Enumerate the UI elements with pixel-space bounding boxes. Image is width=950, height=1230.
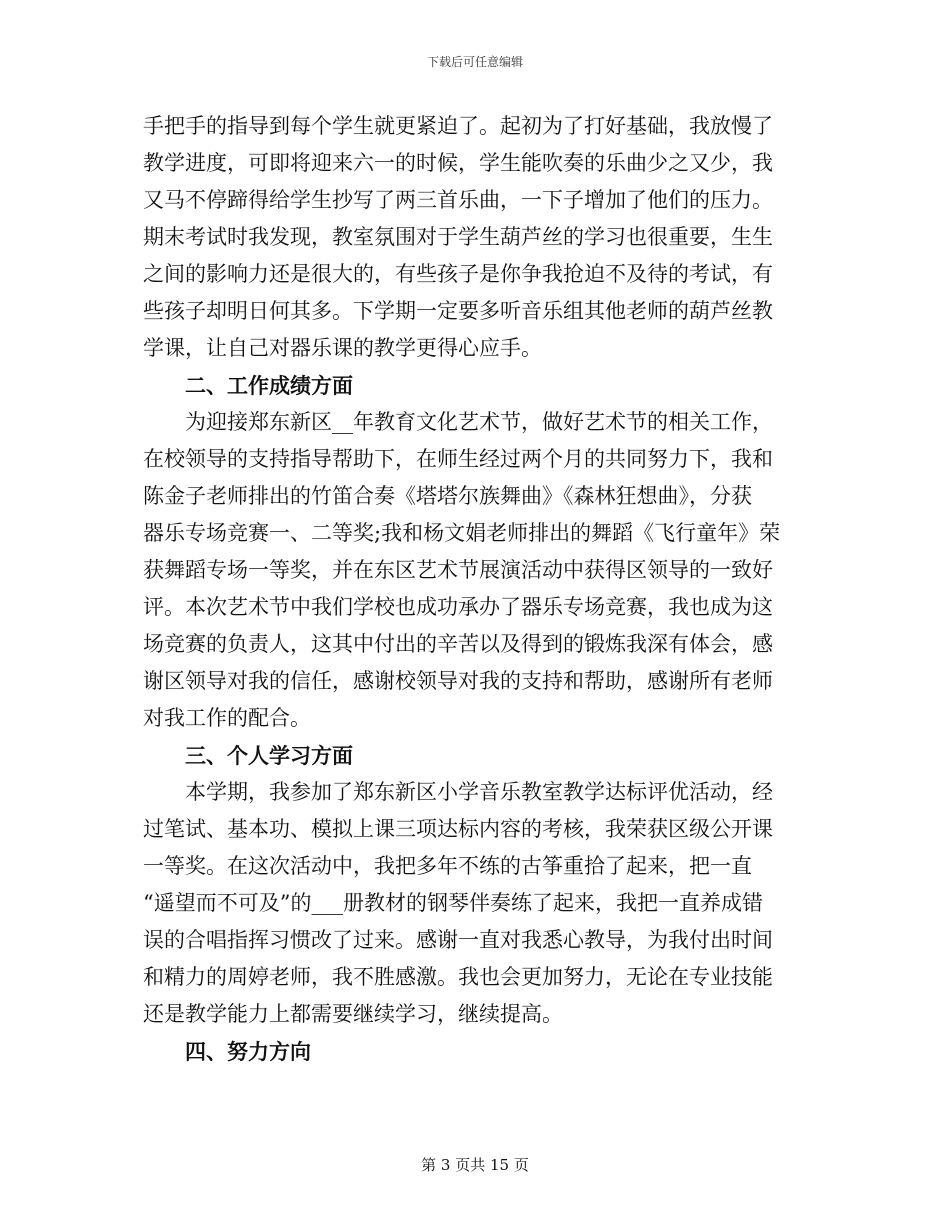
body-line: 期末考试时我发现，教室氛围对于学生葫芦丝的学习也很重要，生生 [143,225,773,249]
page-footer: 第 3 页共 15 页 [421,1156,529,1174]
body-line: 些孩子却明日何其多。下学期一定要多听音乐组其他老师的葫芦丝教 [143,299,773,323]
body-line: 之间的影响力还是很大的，有些孩子是你争我抢迫不及待的考试，有 [143,262,773,286]
body-line: 器乐专场竞赛一、二等奖;我和杨文娟老师排出的舞蹈《飞行童年》荣 [143,521,781,545]
body-line: 学课，让自己对器乐课的教学更得心应手。 [143,336,542,360]
body-line: 获舞蹈专场一等奖，并在东区艺术节展演活动中获得区领导的一致好 [143,558,773,582]
body-line: 谢区领导对我的信任，感谢校领导对我的支持和帮助，感谢所有老师 [143,669,773,693]
body-line: 教学进度，可即将迎来六一的时候，学生能吹奏的乐曲少之又少，我 [143,151,773,175]
body-line: 又马不停蹄得给学生抄写了两三首乐曲，一下子增加了他们的压力。 [143,188,773,212]
body-line: 场竞赛的负责人，这其中付出的辛苦以及得到的锻炼我深有体会，感 [143,632,773,656]
body-line: 本学期，我参加了郑东新区小学音乐教室教学达标评优活动，经 [185,780,773,804]
section-heading: 四、努力方向 [185,1039,311,1064]
body-line: 对我工作的配合。 [143,706,311,730]
body-line: “遥望而不可及”的___册教材的钢琴伴奏练了起来，我把一直养成错 [143,891,763,915]
body-line: 手把手的指导到每个学生就更紧迫了。起初为了打好基础，我放慢了 [143,114,773,138]
body-line: 还是教学能力上都需要继续学习，继续提高。 [143,1002,563,1026]
body-line: 在校领导的支持指导帮助下，在师生经过两个月的共同努力下，我和 [143,447,773,471]
header-note: 下载后可任意编辑 [426,55,523,69]
section-heading: 二、工作成绩方面 [185,373,353,398]
body-line: 一等奖。在这次活动中，我把多年不练的古筝重拾了起来，把一直 [143,854,752,878]
body-line: 误的合唱指挥习惯改了过来。感谢一直对我悉心教导，为我付出时间 [143,928,773,952]
body-line: 和精力的周婷老师，我不胜感激。我也会更加努力，无论在专业技能 [143,965,773,989]
body-line: 过笔试、基本功、模拟上课三项达标内容的考核，我荣获区级公开课 [143,817,773,841]
body-line: 为迎接郑东新区__年教育文化艺术节，做好艺术节的相关工作， [185,410,773,434]
body-line: 评。本次艺术节中我们学校也成功承办了器乐专场竞赛，我也成为这 [143,595,773,619]
section-heading: 三、个人学习方面 [185,743,353,768]
body-line: 陈金子老师排出的竹笛合奏《塔塔尔族舞曲》《森林狂想曲》，分获 [143,484,752,508]
document-body [143,108,815,1070]
